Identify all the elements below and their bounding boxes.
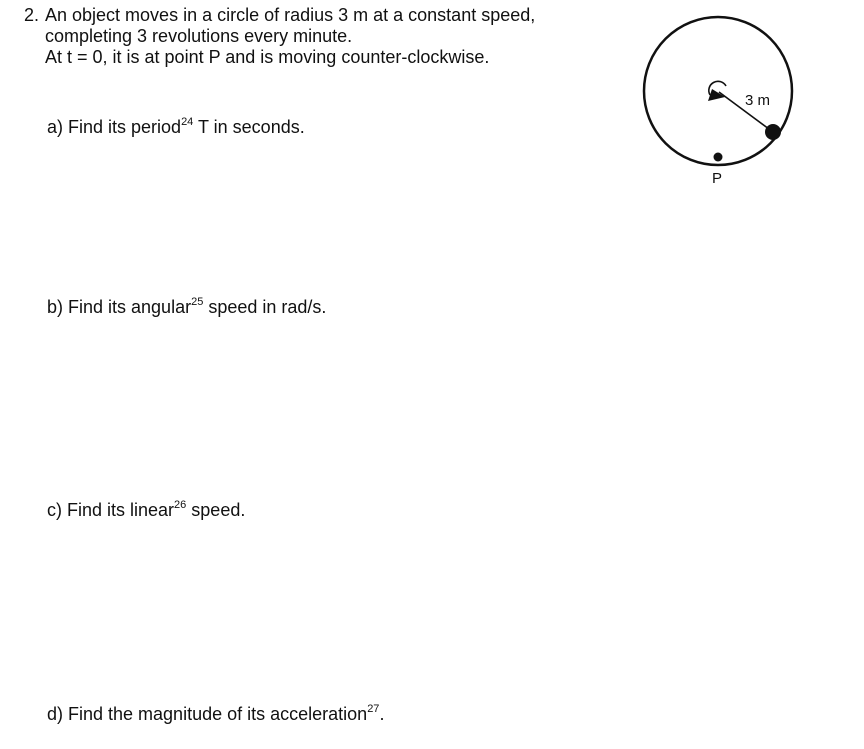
footnote-24: 24 bbox=[181, 116, 194, 128]
question-d-text: d) Find the magnitude of its acceleration bbox=[47, 704, 368, 724]
question-b bbox=[47, 296, 326, 318]
footnote-26: 26 bbox=[174, 499, 187, 511]
point-p-label: P bbox=[712, 170, 723, 187]
problem-line-1: An object moves in a circle of radius 3 m at a constant speed, bbox=[45, 5, 536, 25]
question-d-suffix: . bbox=[379, 704, 385, 724]
circular-path bbox=[644, 17, 792, 165]
question-b-text: b) Find its angular bbox=[47, 297, 192, 317]
question-c-suffix: speed. bbox=[186, 500, 246, 520]
question-d bbox=[47, 703, 384, 725]
question-a bbox=[47, 116, 305, 138]
problem-statement bbox=[24, 5, 604, 68]
question-a-text: a) Find its period bbox=[47, 117, 182, 137]
radius-label: 3 m bbox=[745, 92, 771, 109]
circle-motion-diagram bbox=[638, 14, 798, 194]
problem-line-2: completing 3 revolutions every minute. bbox=[45, 26, 353, 46]
question-a-suffix: T in seconds. bbox=[193, 117, 305, 137]
object-dot bbox=[765, 124, 781, 140]
question-c bbox=[47, 499, 245, 521]
footnote-27: 27 bbox=[367, 703, 380, 715]
footnote-25: 25 bbox=[191, 296, 204, 308]
question-b-suffix: speed in rad/s. bbox=[203, 297, 327, 317]
question-c-text: c) Find its linear bbox=[47, 500, 175, 520]
point-p-marker bbox=[714, 153, 723, 162]
problem-number: 2. bbox=[24, 5, 40, 25]
problem-line-3: At t = 0, it is at point P and is moving counter-clockwise. bbox=[45, 47, 490, 67]
